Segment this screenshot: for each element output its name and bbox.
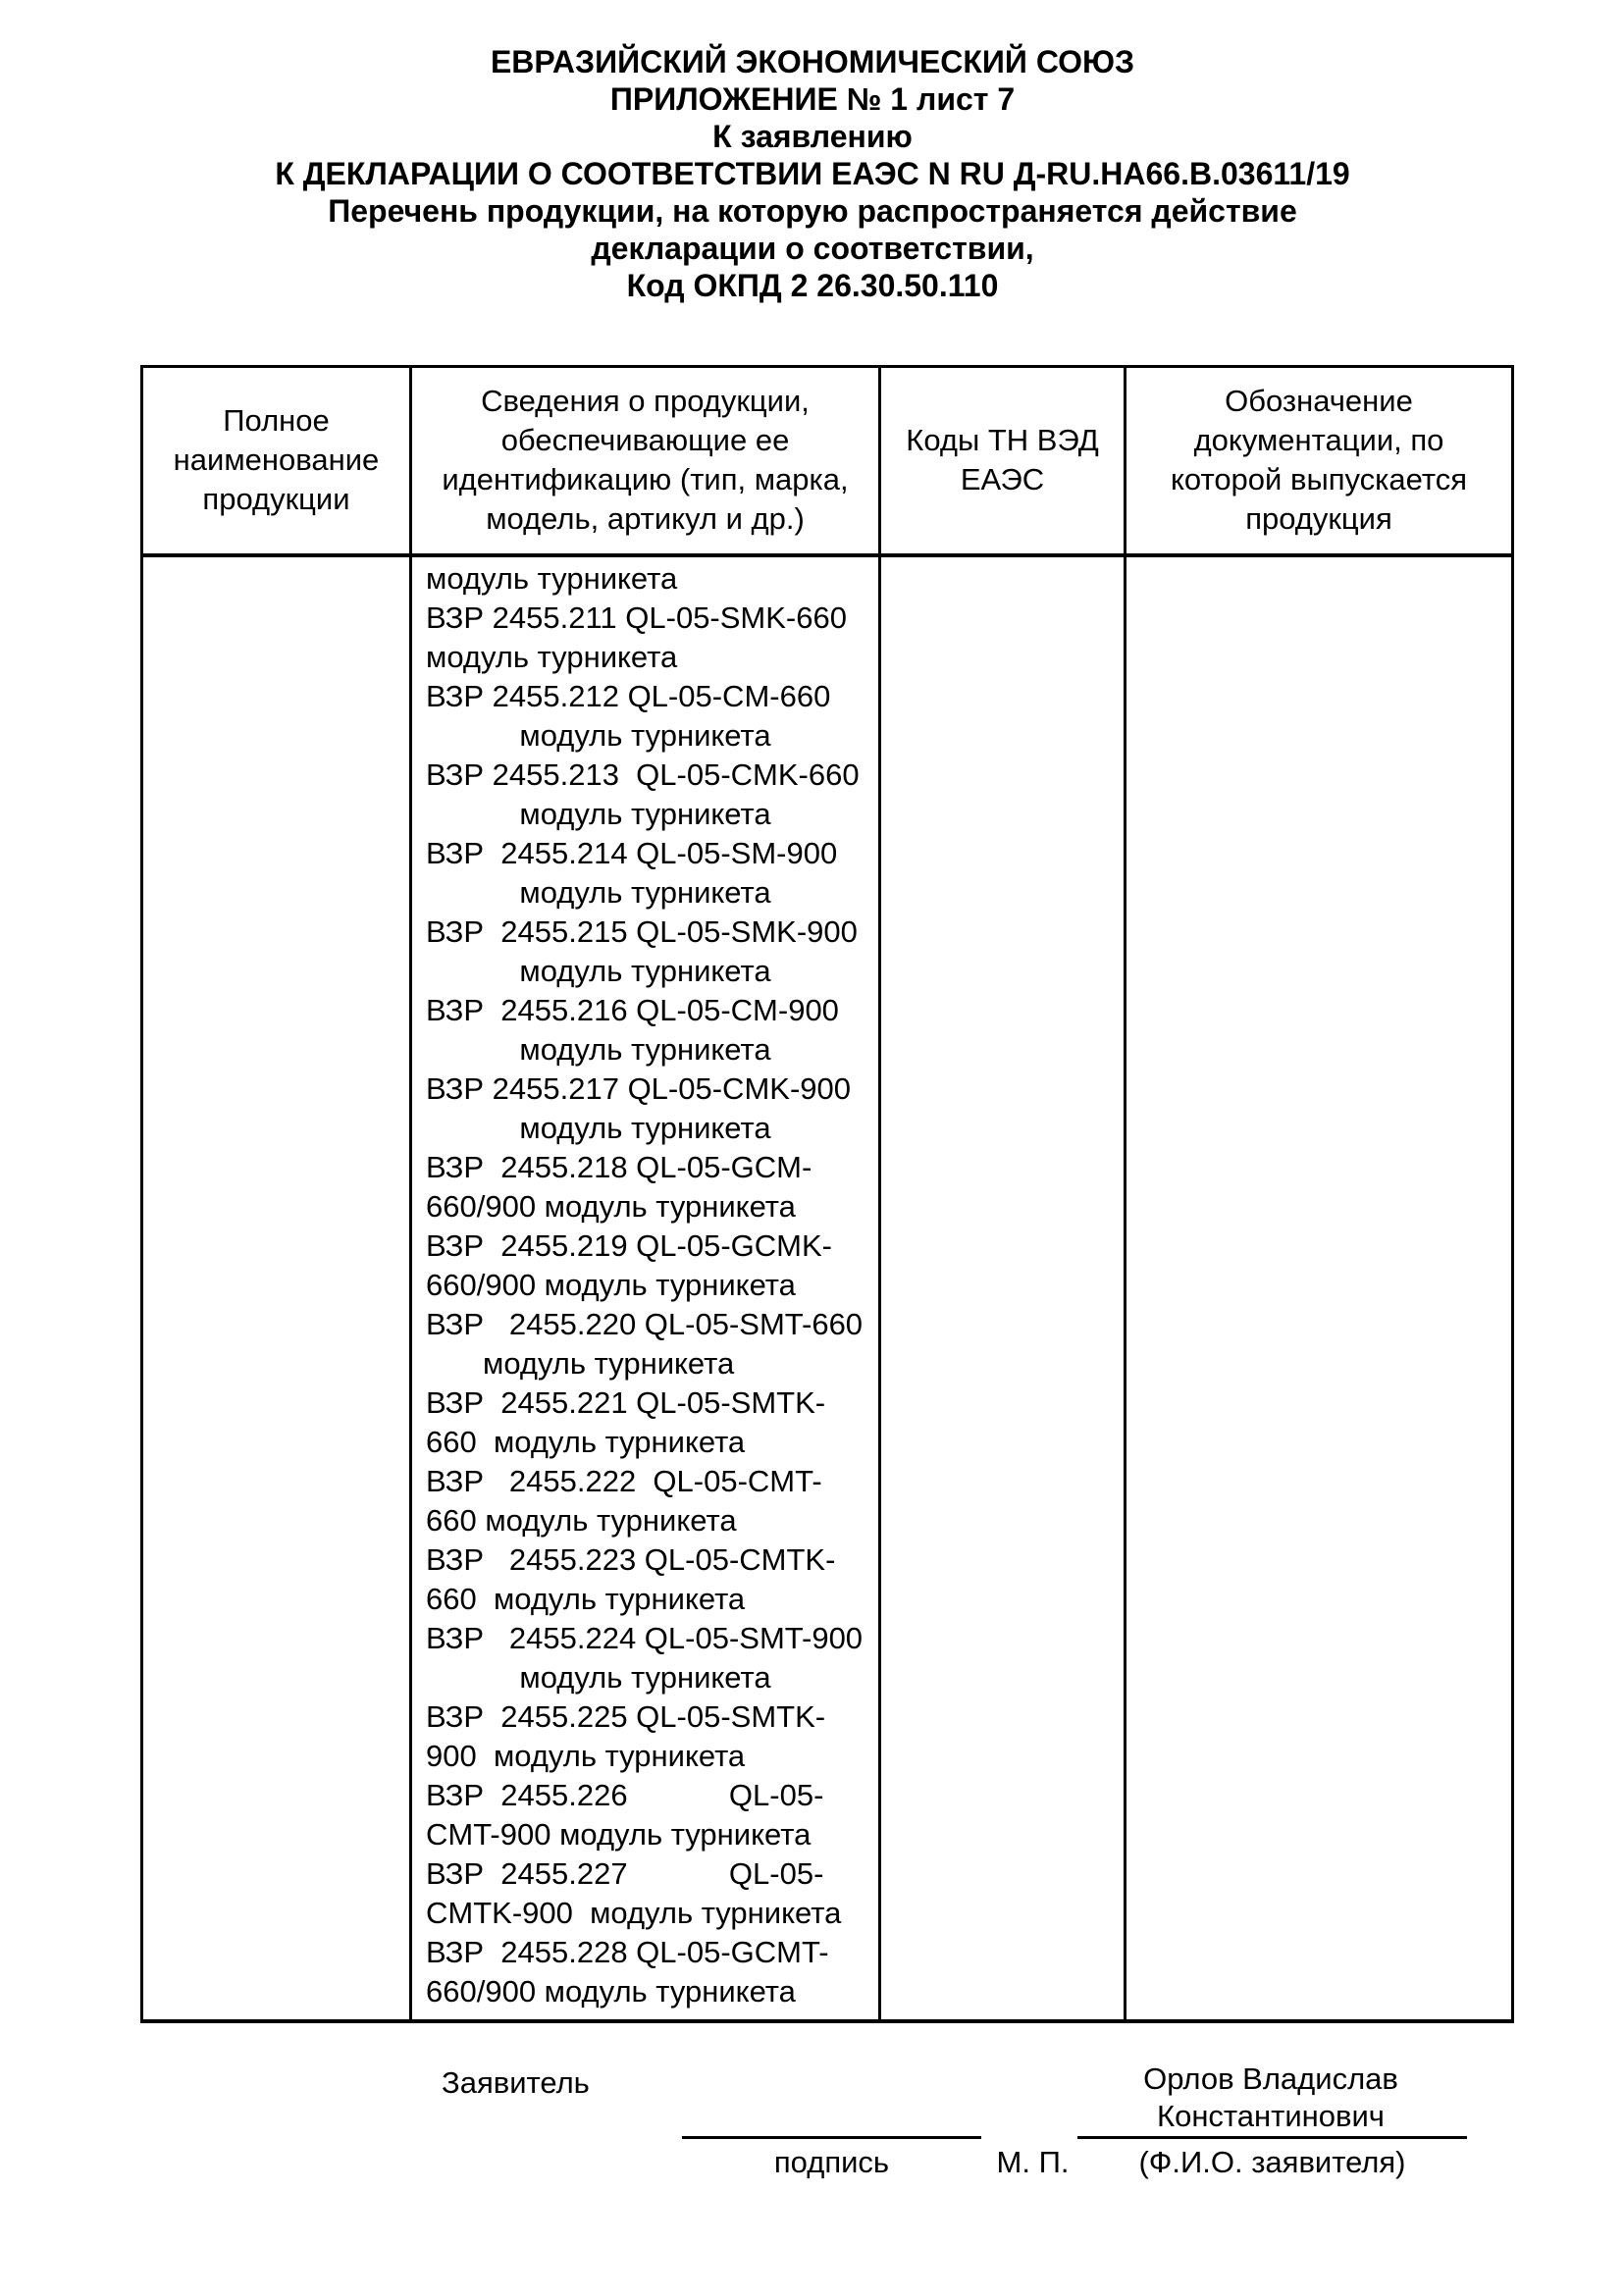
column-header-tn-ved-codes: Коды ТН ВЭД ЕАЭС xyxy=(880,367,1126,555)
identification-line: ВЗР 2455.211 QL-05-SMK-660 xyxy=(426,600,847,635)
identification-line: ВЗР 2455.216 QL-05-CM-900 xyxy=(426,992,839,1027)
identification-line: 900 модуль турникета xyxy=(426,1738,746,1773)
title-line-appendix: ПРИЛОЖЕНИЕ № 1 лист 7 xyxy=(609,81,1016,117)
identification-line: 660 модуль турникета xyxy=(426,1502,737,1538)
identification-line: 660/900 модуль турникета xyxy=(426,1188,796,1224)
identification-line: CMTK-900 модуль турникета xyxy=(426,1895,842,1930)
identification-line: ВЗР 2455.224 QL-05-SMT-900 xyxy=(426,1620,864,1655)
cell-identification xyxy=(411,555,880,2021)
identification-line: ВЗР 2455.223 QL-05-CMTK- xyxy=(426,1541,836,1577)
title-line-union: ЕВРАЗИЙСКИЙ ЭКОНОМИЧЕСКИЙ СОЮЗ xyxy=(490,44,1135,79)
identification-line: ВЗР 2455.215 QL-05-SMK-900 xyxy=(426,913,858,949)
identification-line: 660 модуль турникета xyxy=(426,1424,746,1459)
identification-line: модуль турникета xyxy=(519,953,771,988)
identification-line: 660/900 модуль турникета xyxy=(426,1267,796,1302)
cell-documentation xyxy=(1126,555,1513,2021)
applicant-name-line xyxy=(1077,2136,1467,2139)
identification-line: ВЗР 2455.226 QL-05- xyxy=(426,1777,824,1812)
applicant-label: Заявитель xyxy=(442,2065,590,2100)
identification-line: модуль турникета xyxy=(519,1659,771,1695)
identification-line: 660 модуль турникета xyxy=(426,1581,746,1616)
column-header-identification: Сведения о продукции, обеспечивающие ее идентификацию (тип, марка, модель, артикул и др.) xyxy=(411,367,880,555)
identification-line: модуль турникета xyxy=(426,639,678,674)
identification-line: модуль турникета xyxy=(483,1345,735,1381)
identification-line: ВЗР 2455.222 QL-05-CMT- xyxy=(426,1463,822,1498)
identification-line: ВЗР 2455.214 QL-05-SM-900 xyxy=(426,835,838,870)
signature-caption: подпись xyxy=(773,2145,890,2179)
identification-line: модуль турникета xyxy=(519,717,771,753)
identification-line: ВЗР 2455.225 QL-05-SMTK- xyxy=(426,1698,826,1734)
title-line-application: К заявлению xyxy=(712,119,913,154)
table-row xyxy=(142,555,1513,2021)
identification-line: ВЗР 2455.227 QL-05- xyxy=(426,1855,824,1891)
identification-line: ВЗР 2455.228 QL-05-GCMT- xyxy=(426,1934,829,1969)
identification-line: ВЗР 2455.217 QL-05-CMK-900 xyxy=(426,1070,851,1106)
stamp-place-label: М. П. xyxy=(996,2145,1070,2179)
identification-line: CMT-900 модуль турникета xyxy=(426,1816,812,1852)
applicant-name: Орлов Владислав Константинович xyxy=(1143,2061,1398,2133)
column-header-documentation: Обозначение документации, по которой выпускается продукция xyxy=(1126,367,1513,555)
identification-line: 660/900 модуль турникета xyxy=(426,1973,796,2009)
identification-lines xyxy=(426,559,864,2011)
signature-line xyxy=(682,2136,981,2139)
table-header-row xyxy=(142,367,1513,555)
identification-line: ВЗР 2455.219 QL-05-GCMK- xyxy=(426,1227,832,1263)
applicant-fio-caption: (Ф.И.О. заявителя) xyxy=(1138,2145,1406,2179)
identification-line: модуль турникета xyxy=(426,560,678,596)
identification-line: модуль турникета xyxy=(519,796,771,831)
identification-line: модуль турникета xyxy=(519,1031,771,1067)
identification-line: модуль турникета xyxy=(519,874,771,910)
title-line-okpd-code: Код ОКПД 2 26.30.50.110 xyxy=(626,268,999,303)
title-line-declaration-number: К ДЕКЛАРАЦИИ О СООТВЕТСТВИИ ЕАЭС N RU Д-RU.НА66.В.03611/19 xyxy=(275,156,1350,191)
identification-line: ВЗР 2455.221 QL-05-SMTK- xyxy=(426,1384,826,1420)
identification-line: ВЗР 2455.213 QL-05-CMK-660 xyxy=(426,757,860,792)
title-line-product-list-2: декларации о соответствии, xyxy=(591,231,1034,266)
column-header-product-name: Полное наименование продукции xyxy=(142,367,411,555)
title-line-product-list-1: Перечень продукции, на которую распространяется действие xyxy=(328,193,1297,229)
cell-tn-ved-codes xyxy=(880,555,1126,2021)
identification-line: ВЗР 2455.212 QL-05-CM-660 xyxy=(426,678,831,713)
cell-product-name xyxy=(142,555,411,2021)
identification-line: модуль турникета xyxy=(519,1110,771,1145)
identification-line: ВЗР 2455.220 QL-05-SMT-660 xyxy=(426,1306,864,1341)
document-title-block xyxy=(8,43,1617,304)
identification-line: ВЗР 2455.218 QL-05-GCM- xyxy=(426,1149,812,1184)
products-table xyxy=(140,365,1514,2023)
